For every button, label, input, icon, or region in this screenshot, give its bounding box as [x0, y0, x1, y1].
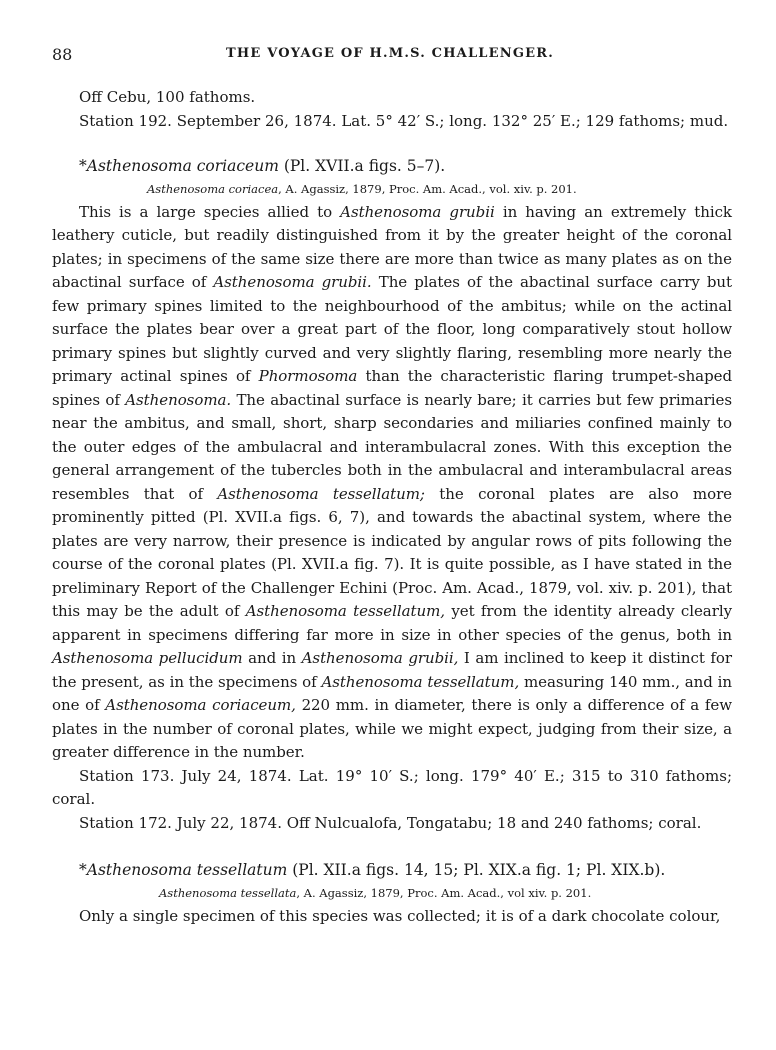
text-run: The abactinal surface is nearly bare; it carries but few primaries near the ambitus, and small, short, sharp secondaries and miliaries confined mainly to the outer edges of the ambulacral and interambulacral zones. With this exception the general arrangement of the tubercles both in the ambulacral and interambulacral areas resembles that of [52, 390, 733, 503]
taxon-name: Asthenosoma grubii, [301, 649, 459, 667]
taxon-name: Asthenosoma. [125, 390, 232, 409]
synonym-citation: , A. Agassiz, 1879, Proc. Am. Acad., vol xiv. p. 201. [296, 885, 592, 900]
synonym-reference [52, 179, 732, 199]
section-spacer [52, 835, 732, 859]
page-number: 88 [52, 45, 73, 64]
page-header [52, 45, 728, 69]
running-title: THE VOYAGE OF H.M.S. CHALLENGER. [226, 46, 554, 61]
taxon-name: Phormosoma [258, 367, 358, 385]
star-mark: * [79, 157, 87, 175]
star-mark: * [79, 861, 87, 879]
species-heading-coriaceum [52, 155, 732, 179]
plate-refs: (Pl. XII.a figs. 14, 15; Pl. XIX.a fig. 1; Pl. XIX.b). [287, 861, 666, 879]
text-run: measuring 140 mm., and in one of [52, 672, 733, 714]
text-run: The plates of the abactinal surface carry but few primary spines limited to the neighbourhood of the ambitus; while on the actinal surface the plates bear over a great part of the floor, long comparatively stout hollow primary spines but slightly curved and very slightly flaring, resembling more nearly the primary actinal spines of [52, 273, 732, 385]
station-172: Station 172. July 22, 1874. Off Nulcualofa, Tongatabu; 18 and 240 fathoms; coral. [79, 813, 702, 832]
taxon-name: Asthenosoma pellucidum [52, 649, 243, 667]
page-body [52, 86, 732, 928]
station-192: Station 192. September 26, 1874. Lat. 5° 42′ S.; long. 132° 25′ E.; 129 fathoms; mud. [79, 111, 729, 130]
text-run: This is a large species allied to [79, 202, 341, 221]
species-description [52, 201, 732, 765]
synonym-citation: , A. Agassiz, 1879, Proc. Am. Acad., vol. xiv. p. 201. [278, 181, 577, 196]
taxon-name: Asthenosoma coriaceum, [105, 696, 296, 714]
taxon-name: Asthenosoma tessellatum; [217, 484, 425, 503]
species-description: Only a single specimen of this species was collected; it is of a dark chocolate colour, [79, 906, 721, 925]
text-run: 220 mm. in diameter, there is only a difference of a few plates in the number of coronal plates, while we might expect, judging from their size, a greater difference in the number. [52, 696, 732, 761]
taxon-name: Asthenosoma grubii [340, 202, 495, 221]
text-run: than the characteristic flaring trumpet-shaped spines of [52, 367, 733, 409]
synonym-reference [52, 883, 732, 903]
text-run: in having an extremely thick leathery cuticle, but readily distinguished from it by the greater height of the coronal plates; in specimens of the same size there are more than twice as many plates as on the abactinal surface of [52, 202, 732, 291]
text-run: the coronal plates are also more prominently pitted (Pl. XVII.a figs. 6, 7), and towards the abactinal system, where the plates are very narrow, their presence is indicated by angular rows of pits following the course of the coronal plates (Pl. XVII.a fig. 7). It is quite possible, as I have stated in the preliminary Report of the Challenger Echini (Proc. Am. Acad., 1879, vol. xiv. p. 201), that this may be the adult of [52, 484, 733, 620]
taxon-name: Asthenosoma tessellatum, [321, 672, 520, 691]
taxon-name: Asthenosoma tessellatum, [245, 602, 445, 620]
text-run: yet from the identity already clearly apparent in specimens differing far more in size in other species of the genus, both in [52, 602, 732, 644]
species-name: Asthenosoma coriaceum [86, 157, 279, 175]
synonym-name: Asthenosoma coriacea [147, 181, 279, 196]
locality-line: Off Cebu, 100 fathoms. [79, 88, 256, 106]
station-173: Station 173. July 24, 1874. Lat. 19° 10′ S.; long. 179° 40′ E.; 315 to 310 fathoms; coral. [52, 766, 732, 808]
plate-refs: (Pl. XVII.a figs. 5–7). [278, 157, 446, 175]
species-name: Asthenosoma tessellatum [86, 861, 288, 879]
species-heading-tessellatum [52, 859, 732, 883]
text-run: and in [242, 649, 302, 667]
taxon-name: Asthenosoma grubii. [213, 273, 372, 291]
synonym-name: Asthenosoma tessellata [159, 885, 297, 900]
text-run: I am inclined to keep it distinct for the present, as in the specimens of [52, 649, 732, 691]
